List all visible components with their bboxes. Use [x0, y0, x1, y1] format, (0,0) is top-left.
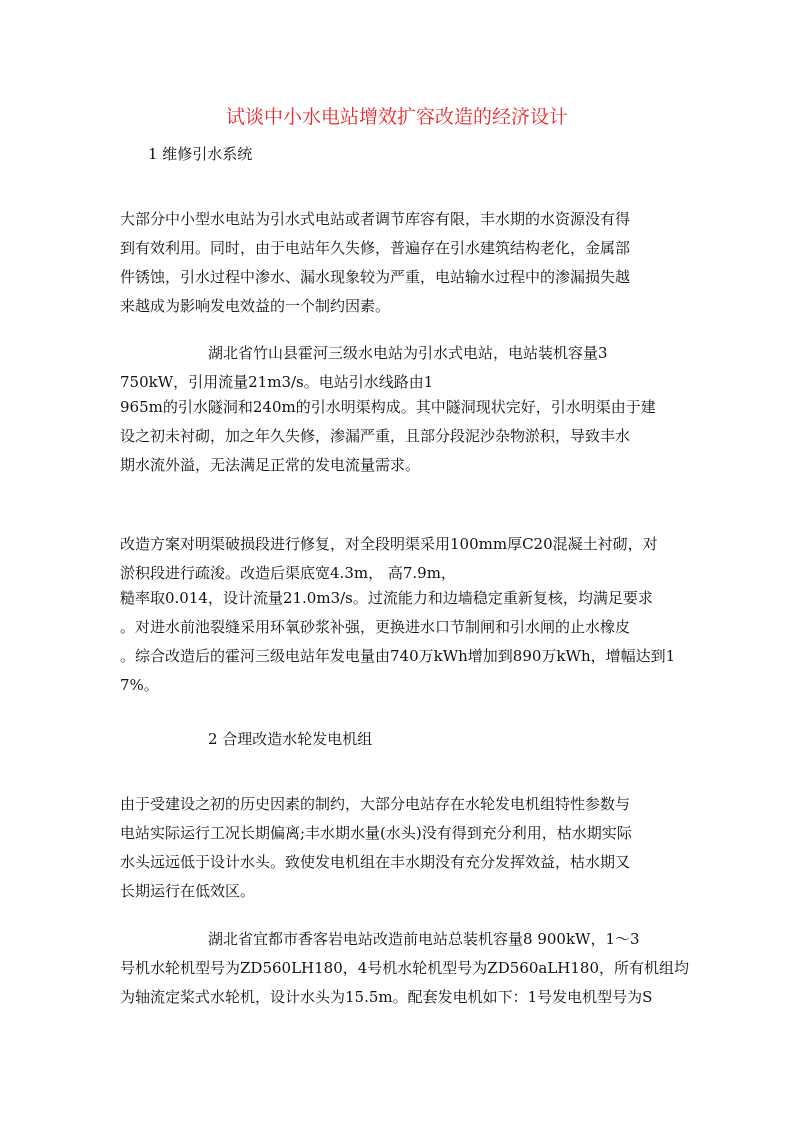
text-line: 。对进水前池裂缝采用环氧砂浆补强，更换进水口节制闸和引水闸的止水橡皮 [120, 618, 631, 636]
text-line: 长期运行在低效区。 [120, 882, 256, 900]
text-line: 大部分中小型水电站为引水式电站或者调节库容有限，丰水期的水资源没有得 [120, 210, 631, 228]
text-line: 750kW，引用流量21m3/s。电站引水线路由1 [120, 373, 434, 391]
text-line: 号机水轮机型号为ZD560LH180，4号机水轮机型号为ZD560aLH180，所有机组均 [120, 959, 689, 977]
text-line: 糙率取0.014，设计流量21.0m3/s。过流能力和边墙稳定重新复核，均满足要求 [120, 589, 653, 607]
text-line: 为轴流定桨式水轮机，设计水头为15.5m。配套发电机如下：1号发电机型号为S [120, 988, 653, 1006]
text-line: 件锈蚀，引水过程中渗水、漏水现象较为严重，电站输水过程中的渗漏损失越 [120, 268, 631, 286]
section-2-heading: 2 合理改造水轮发电机组 [208, 730, 373, 748]
paragraph-4 [120, 790, 680, 906]
text-line: 淤积段进行疏浚。改造后渠底宽4.3m， 高7.9m， [120, 564, 456, 582]
paragraph-5 [120, 925, 689, 1012]
paragraph-2 [120, 339, 680, 480]
text-line: 到有效利用。同时，由于电站年久失修，普遍存在引水建筑结构老化，金属部 [120, 239, 631, 257]
text-line: 来越成为影响发电效益的一个制约因素。 [120, 297, 391, 315]
text-line: 。综合改造后的霍河三级电站年发电量由740万kWh增加到890万kWh，增幅达到1 [120, 647, 676, 665]
document-title: 试谈中小水电站增效扩容改造的经济设计 [225, 106, 568, 128]
text-line: 改造方案对明渠破损段进行修复，对全段明渠采用100mm厚C20混凝土衬砌，对 [120, 535, 658, 553]
text-line: 湖北省宜都市香客岩电站改造前电站总装机容量8 900kW，1～3 [208, 930, 640, 948]
text-line: 期水流外溢，无法满足正常的发电流量需求。 [120, 456, 421, 474]
paragraph-3 [120, 530, 680, 700]
section-1-heading: 1 维修引水系统 [148, 145, 253, 163]
text-line: 电站实际运行工况长期偏离;丰水期水量(水头)没有得到充分利用，枯水期实际 [120, 824, 632, 842]
text-line: 设之初未衬砌，加之年久失修，渗漏严重，且部分段泥沙杂物淤积，导致丰水 [120, 427, 631, 445]
text-line: 7%。 [120, 676, 159, 694]
text-line: 由于受建设之初的历史因素的制约，大部分电站存在水轮发电机组特性参数与 [120, 795, 631, 813]
text-line: 965m的引水隧洞和240m的引水明渠构成。其中隧洞现状完好，引水明渠由于建 [120, 398, 656, 416]
text-line: 水头远远低于设计水头。致使发电机组在丰水期没有充分发挥效益，枯水期又 [120, 853, 631, 871]
paragraph-1 [120, 205, 680, 321]
text-line: 湖北省竹山县霍河三级水电站为引水式电站，电站装机容量3 [208, 344, 608, 362]
